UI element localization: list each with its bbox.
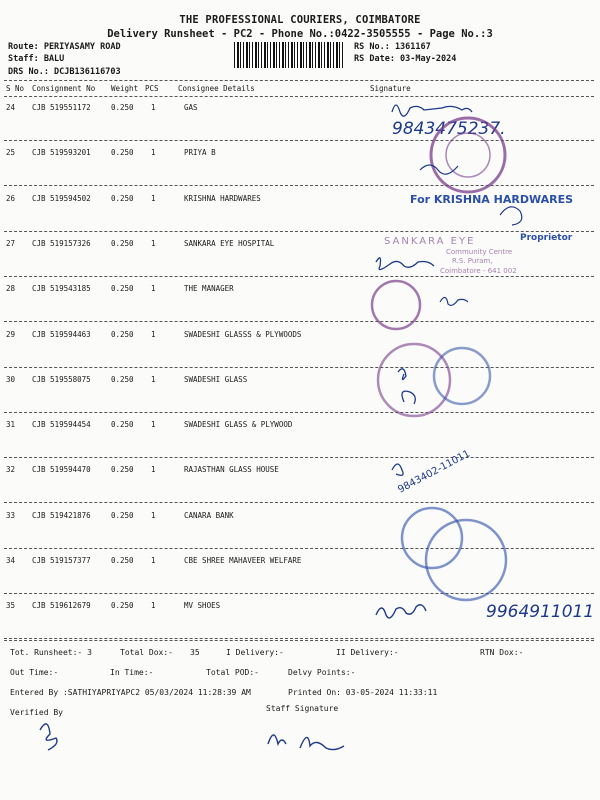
row-weight: 0.250 — [111, 601, 134, 611]
staff-signature-label: Staff Signature — [266, 704, 339, 713]
row-consignee: SWADESHI GLASSS & PLYWOODS — [184, 329, 302, 339]
verified-signature — [40, 724, 57, 750]
drs-number: DRS No.: DCJB136116703 — [8, 67, 121, 77]
col-pcs: PCS — [145, 84, 159, 93]
signature-30 — [398, 369, 415, 404]
row-sno: 24 — [6, 103, 16, 112]
row-weight: 0.250 — [111, 420, 134, 430]
row-consignee: SWADESHI GLASS & PLYWOOD — [184, 420, 293, 430]
row-consignee: CBE SHREE MAHAVEER WELFARE — [184, 556, 302, 565]
rs-number: RS No.: 1361167 — [354, 42, 431, 52]
out-time: Out Time:- — [10, 668, 59, 677]
row-consignee: THE MANAGER — [184, 284, 234, 294]
proprietor-label: Proprietor — [520, 233, 573, 243]
signature-26 — [500, 207, 522, 225]
phone-24: 9843475237. — [392, 119, 506, 139]
entered-by: Entered By :SATHIYAPRIYAPC2 05/03/2024 11:28:39 AM — [10, 688, 251, 697]
row-consignment: CJB 519421876 — [32, 510, 91, 520]
row-consignment: CJB 519157326 — [32, 238, 91, 248]
row-consignment: CJB 519594463 — [32, 329, 91, 339]
row-weight: 0.250 — [111, 103, 134, 112]
total-pod: Total POD:- — [206, 668, 259, 677]
printed-on: Printed On: 03-05-2024 11:33:11 — [288, 688, 438, 697]
col-signature: Signature — [370, 84, 411, 93]
row-sno: 29 — [6, 329, 16, 339]
svg-text:R.S. Puram,: R.S. Puram, — [452, 257, 493, 265]
phone-35: 9964911011 — [486, 602, 595, 622]
stamp-28 — [372, 281, 420, 329]
row-consignment: CJB 519558075 — [32, 374, 91, 384]
row-weight: 0.250 — [111, 556, 134, 565]
row-consignment: CJB 519594470 — [32, 465, 91, 475]
krishna-stamp: For KRISHNA HARDWARES — [410, 193, 574, 206]
route-label: Route: PERIYASAMY ROAD — [8, 42, 121, 52]
row-weight: 0.250 — [111, 374, 134, 384]
runsheet-title: Delivery Runsheet - PC2 - Phone No.:0422-3505555 - Page No.:3 — [107, 28, 493, 40]
row-sno: 31 — [6, 420, 16, 430]
row-consignment: CJB 519551172 — [32, 103, 91, 112]
col-weight: Weight — [111, 84, 139, 93]
row-pcs: 1 — [151, 374, 156, 384]
col-consignment: Consignment No — [32, 84, 96, 93]
row-consignment: CJB 519612679 — [32, 601, 91, 611]
row-pcs: 1 — [151, 284, 156, 294]
svg-text:Coimbatore - 641 002: Coimbatore - 641 002 — [440, 267, 517, 275]
phone-32: 9843402-11011 — [396, 448, 473, 496]
row-consignment: CJB 519593201 — [32, 148, 91, 158]
row-sno: 28 — [6, 284, 16, 294]
row-pcs: 1 — [151, 420, 156, 430]
row-sno: 25 — [6, 148, 16, 158]
rs-date: RS Date: 03-May-2024 — [354, 54, 457, 64]
row-consignee: KRISHNA HARDWARES — [184, 193, 261, 203]
row-consignee: RAJASTHAN GLASS HOUSE — [184, 465, 279, 475]
row-pcs: 1 — [151, 556, 156, 565]
svg-text:SANKARA EYE: SANKARA EYE — [384, 236, 476, 247]
signature-35 — [376, 605, 426, 618]
row-pcs: 1 — [151, 329, 156, 339]
row-pcs: 1 — [151, 465, 156, 475]
row-sno: 30 — [6, 374, 16, 384]
delivery-points: Delvy Points:- — [288, 668, 356, 677]
stamp-34 — [426, 520, 506, 600]
rtn-dox: RTN Dox:- — [480, 648, 524, 657]
total-dox-label: Total Dox:- — [120, 648, 173, 657]
row-consignee: GAS — [184, 103, 198, 112]
row-consignee: CANARA BANK — [184, 510, 234, 520]
row-sno: 26 — [6, 193, 16, 203]
svg-text:Community Centre: Community Centre — [446, 248, 513, 256]
row-weight: 0.250 — [111, 193, 134, 203]
company-name: THE PROFESSIONAL COURIERS, COIMBATORE — [179, 14, 421, 26]
total-runsheet: Tot. Runsheet:- 3 — [10, 648, 92, 657]
signature-24 — [392, 105, 472, 116]
row-weight: 0.250 — [111, 329, 134, 339]
row-sno: 34 — [6, 556, 16, 565]
row-pcs: 1 — [151, 193, 156, 203]
row-pcs: 1 — [151, 510, 156, 520]
staff-label: Staff: BALU — [8, 54, 65, 64]
row-weight: 0.250 — [111, 465, 134, 475]
verified-by: Verified By — [10, 708, 63, 717]
row-pcs: 1 — [151, 601, 156, 611]
row-consignment: CJB 519594454 — [32, 420, 91, 430]
row-consignment: CJB 519157377 — [32, 556, 91, 565]
row-sno: 32 — [6, 465, 16, 475]
footer-rule — [4, 640, 594, 641]
row-consignment: CJB 519594502 — [32, 193, 91, 203]
row-pcs: 1 — [151, 238, 156, 248]
row-consignee: SANKARA EYE HOSPITAL — [184, 238, 275, 248]
i-delivery: I Delivery:- — [226, 648, 284, 657]
row-pcs: 1 — [151, 103, 156, 112]
stamp-29 — [378, 344, 450, 416]
row-consignee: PRIYA B — [184, 148, 216, 158]
row-pcs: 1 — [151, 148, 156, 158]
col-consignee: Consignee Details — [178, 84, 255, 93]
row-consignee: SWADESHI GLASS — [184, 374, 248, 384]
total-dox-value: 35 — [190, 648, 200, 657]
stamp-30 — [434, 348, 490, 404]
ii-delivery: II Delivery:- — [336, 648, 399, 657]
row-weight: 0.250 — [111, 238, 134, 248]
row-weight: 0.250 — [111, 148, 134, 158]
sankara-stamp — [384, 236, 517, 275]
in-time: In Time:- — [110, 668, 154, 677]
row-consignment: CJB 519543185 — [32, 284, 91, 294]
row-weight: 0.250 — [111, 284, 134, 294]
row-weight: 0.250 — [111, 510, 134, 520]
signature-27 — [376, 258, 434, 270]
signature-28 — [440, 297, 468, 305]
staff-signature-mark — [268, 735, 344, 750]
row-sno: 27 — [6, 238, 16, 248]
col-sno: S No — [6, 84, 25, 93]
row-sno: 35 — [6, 601, 16, 611]
row-sno: 33 — [6, 510, 16, 520]
signature-32 — [392, 464, 403, 475]
row-consignee: MV SHOES — [184, 601, 221, 611]
